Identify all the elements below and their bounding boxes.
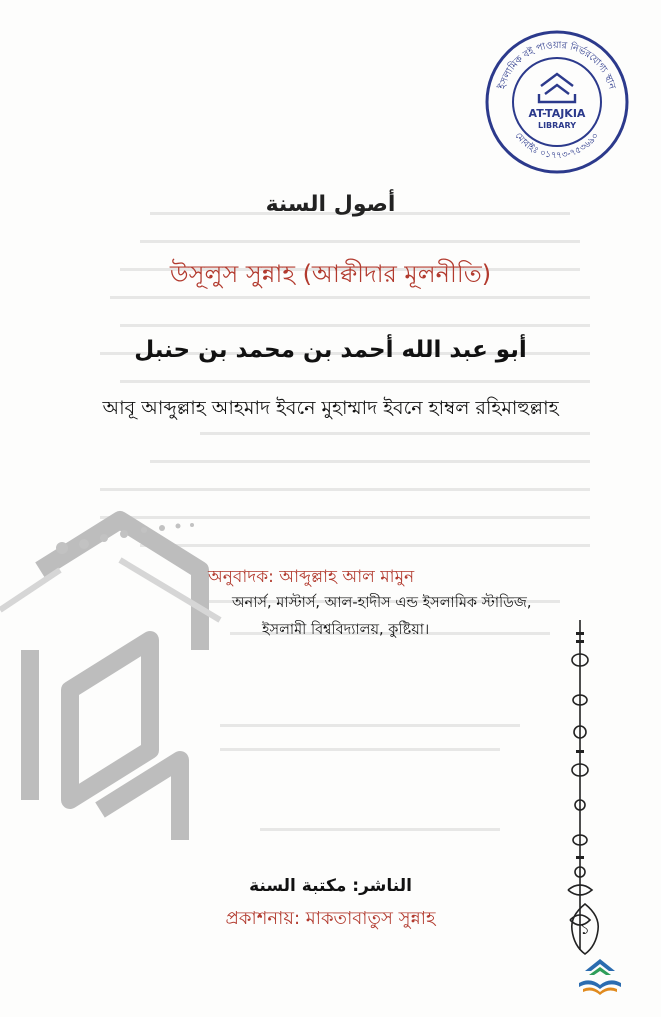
stamp-ring-top: ইসলামিক বই পাওয়ার নির্ভরযোগ্য স্থান [496,39,618,91]
bengali-title: উসূলুস সুন্নাহ (আক্বীদার মূলনীতি) [169,260,492,288]
arabic-author: أبو عبد الله أحمد بن محمد بن حنبل [134,337,527,363]
publisher-arabic: الناشر: مكتبة السنة [249,876,412,896]
library-stamp [483,28,631,176]
publisher-bengali: প্রকাশনায়: মাকতাবাতুস সুন্নাহ [225,908,436,929]
stamp-name: AT-TAJKIA [528,107,586,120]
publisher-logo-icon [575,955,625,997]
stamp-sub: LIBRARY [537,121,577,130]
page-number: ১ [580,920,590,938]
bengali-author: আবূ আব্দুল্লাহ আহমাদ ইবনে মুহাম্মাদ ইবনে হাম্বল রহিমাহুল্লাহ [102,397,559,419]
stamp-ring-bottom: মোবাইঃ ০১৭৭৩-৭৫৩৬৯০ [512,131,602,162]
translator-credentials: অনার্স, মাস্টার্স, আল-হাদীস এন্ড ইসলামিক স্টাডিজ, [232,595,532,611]
translator-label: অনুবাদক: আব্দুল্লাহ আল মামুন [208,567,415,587]
arabic-title: أصول السنة [265,192,396,217]
left-ornament [0,500,260,860]
translator-institution: ইসলামী বিশ্ববিদ্যালয়, কুষ্টিয়া। [262,622,430,638]
